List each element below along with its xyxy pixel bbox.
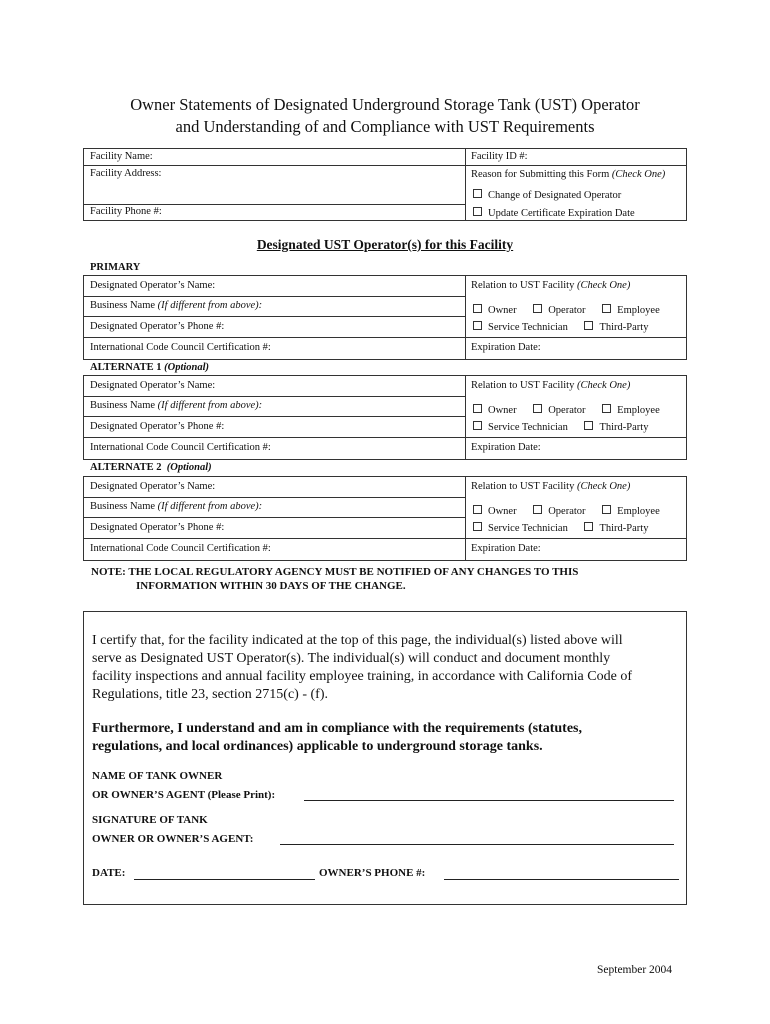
cert-text-line-4: Regulations, title 23, section 2715(c) - (f). [92, 687, 328, 702]
certification-box [83, 611, 687, 905]
relation-label: Relation to UST Facility (Check One) [471, 481, 631, 492]
operator-name-label: Designated Operator’s Name: [90, 380, 216, 391]
compliance-text-line-2: regulations, and local ordinances) applicable to underground storage tanks. [92, 739, 543, 754]
relation-owner-option[interactable]: Owner [473, 304, 517, 316]
checkbox-icon[interactable] [602, 304, 611, 313]
checkbox-icon[interactable] [602, 404, 611, 413]
icc-cert-label: International Code Council Certification #: [90, 442, 271, 453]
expiration-label: Expiration Date: [471, 543, 541, 554]
facility-name-label: Facility Name: [90, 151, 153, 162]
section-title: Designated UST Operator(s) for this Facility [256, 237, 514, 252]
relation-service-tech-option[interactable]: Service Technician [473, 421, 568, 433]
operator-phone-label: Designated Operator’s Phone #: [90, 321, 225, 332]
expiration-label: Expiration Date: [471, 342, 541, 353]
note-line-2: INFORMATION WITHIN 30 DAYS OF THE CHANGE. [136, 580, 406, 592]
checkbox-icon[interactable] [533, 404, 542, 413]
relation-options-row-2 [473, 522, 662, 534]
revision-date: September 2004 [597, 964, 673, 976]
relation-service-tech-option[interactable]: Service Technician [473, 522, 568, 534]
date-input-line[interactable] [134, 879, 315, 880]
checkbox-icon[interactable] [602, 505, 611, 514]
checkbox-icon[interactable] [473, 404, 482, 413]
compliance-text-line-1: Furthermore, I understand and am in compliance with the requirements (statutes, [92, 721, 582, 736]
checkbox-icon[interactable] [473, 304, 482, 313]
signature-label-line-1: SIGNATURE OF TANK [92, 814, 208, 826]
alternate-1-operator-box [83, 375, 687, 460]
date-label: DATE: [92, 867, 126, 879]
icc-cert-label: International Code Council Certification #: [90, 543, 271, 554]
facility-info-box [83, 148, 687, 221]
cert-text-line-1: I certify that, for the facility indicated at the top of this page, the individual(s) listed above will [92, 633, 623, 648]
business-name-label: Business Name (If different from above): [90, 501, 263, 512]
form-title-line-1: Owner Statements of Designated Underground Storage Tank (UST) Operator [130, 95, 640, 114]
form-title-line-2: and Understanding of and Compliance with UST Requirements [175, 117, 595, 136]
relation-label: Relation to UST Facility (Check One) [471, 380, 631, 391]
relation-operator-option[interactable]: Operator [533, 505, 585, 517]
checkbox-icon[interactable] [533, 505, 542, 514]
business-name-label: Business Name (If different from above): [90, 400, 263, 411]
checkbox-icon[interactable] [473, 207, 482, 216]
relation-third-party-option[interactable]: Third-Party [584, 321, 648, 333]
relation-owner-option[interactable]: Owner [473, 505, 517, 517]
signature-input-line[interactable] [280, 844, 674, 845]
checkbox-icon[interactable] [584, 421, 593, 430]
relation-third-party-option[interactable]: Third-Party [584, 421, 648, 433]
alternate-2-label: ALTERNATE 2 (Optional) [90, 462, 212, 473]
checkbox-icon[interactable] [473, 189, 482, 198]
owner-name-label-line-1: NAME OF TANK OWNER [92, 770, 223, 782]
owner-name-label-line-2: OR OWNER’S AGENT (Please Print): [92, 789, 276, 801]
owner-phone-input-line[interactable] [444, 879, 679, 880]
cert-text-line-2: serve as Designated UST Operator(s). The individual(s) will conduct and document monthly [92, 651, 611, 666]
icc-cert-label: International Code Council Certification #: [90, 342, 271, 353]
operator-name-label: Designated Operator’s Name: [90, 280, 216, 291]
relation-operator-option[interactable]: Operator [533, 304, 585, 316]
operator-phone-label: Designated Operator’s Phone #: [90, 522, 225, 533]
relation-options-row-1 [473, 505, 674, 517]
relation-service-tech-option[interactable]: Service Technician [473, 321, 568, 333]
alternate-2-operator-box [83, 476, 687, 561]
primary-operator-box [83, 275, 687, 360]
facility-id-label: Facility ID #: [471, 151, 528, 162]
reason-option-change-operator[interactable]: Change of Designated Operator [473, 189, 621, 201]
relation-operator-option[interactable]: Operator [533, 404, 585, 416]
relation-options-row-2 [473, 421, 662, 433]
facility-phone-label: Facility Phone #: [90, 206, 162, 217]
checkbox-icon[interactable] [473, 522, 482, 531]
checkbox-icon[interactable] [473, 505, 482, 514]
relation-employee-option[interactable]: Employee [602, 505, 660, 517]
alternate-1-label: ALTERNATE 1 (Optional) [90, 362, 210, 373]
owner-name-input-line[interactable] [304, 800, 674, 801]
facility-address-label: Facility Address: [90, 168, 162, 179]
signature-label-line-2: OWNER OR OWNER’S AGENT: [92, 833, 254, 845]
relation-owner-option[interactable]: Owner [473, 404, 517, 416]
relation-employee-option[interactable]: Employee [602, 304, 660, 316]
cert-text-line-3: facility inspections and annual facility employee training, in accordance with California Code of [92, 669, 632, 684]
relation-third-party-option[interactable]: Third-Party [584, 522, 648, 534]
business-name-label: Business Name (If different from above): [90, 300, 263, 311]
checkbox-icon[interactable] [584, 321, 593, 330]
operator-name-label: Designated Operator’s Name: [90, 481, 216, 492]
operator-phone-label: Designated Operator’s Phone #: [90, 421, 225, 432]
relation-options-row-2 [473, 321, 662, 333]
note-line-1: NOTE: THE LOCAL REGULATORY AGENCY MUST BE NOTIFIED OF ANY CHANGES TO THIS [91, 566, 579, 578]
relation-employee-option[interactable]: Employee [602, 404, 660, 416]
relation-options-row-1 [473, 404, 674, 416]
relation-options-row-1 [473, 304, 674, 316]
checkbox-icon[interactable] [533, 304, 542, 313]
reason-option-update-certificate[interactable]: Update Certificate Expiration Date [473, 207, 635, 219]
checkbox-icon[interactable] [473, 321, 482, 330]
primary-label: PRIMARY [90, 262, 141, 273]
owner-phone-label: OWNER’S PHONE #: [319, 867, 426, 879]
checkbox-icon[interactable] [584, 522, 593, 531]
checkbox-icon[interactable] [473, 421, 482, 430]
relation-label: Relation to UST Facility (Check One) [471, 280, 631, 291]
reason-label: Reason for Submitting this Form (Check One) [471, 169, 666, 180]
expiration-label: Expiration Date: [471, 442, 541, 453]
